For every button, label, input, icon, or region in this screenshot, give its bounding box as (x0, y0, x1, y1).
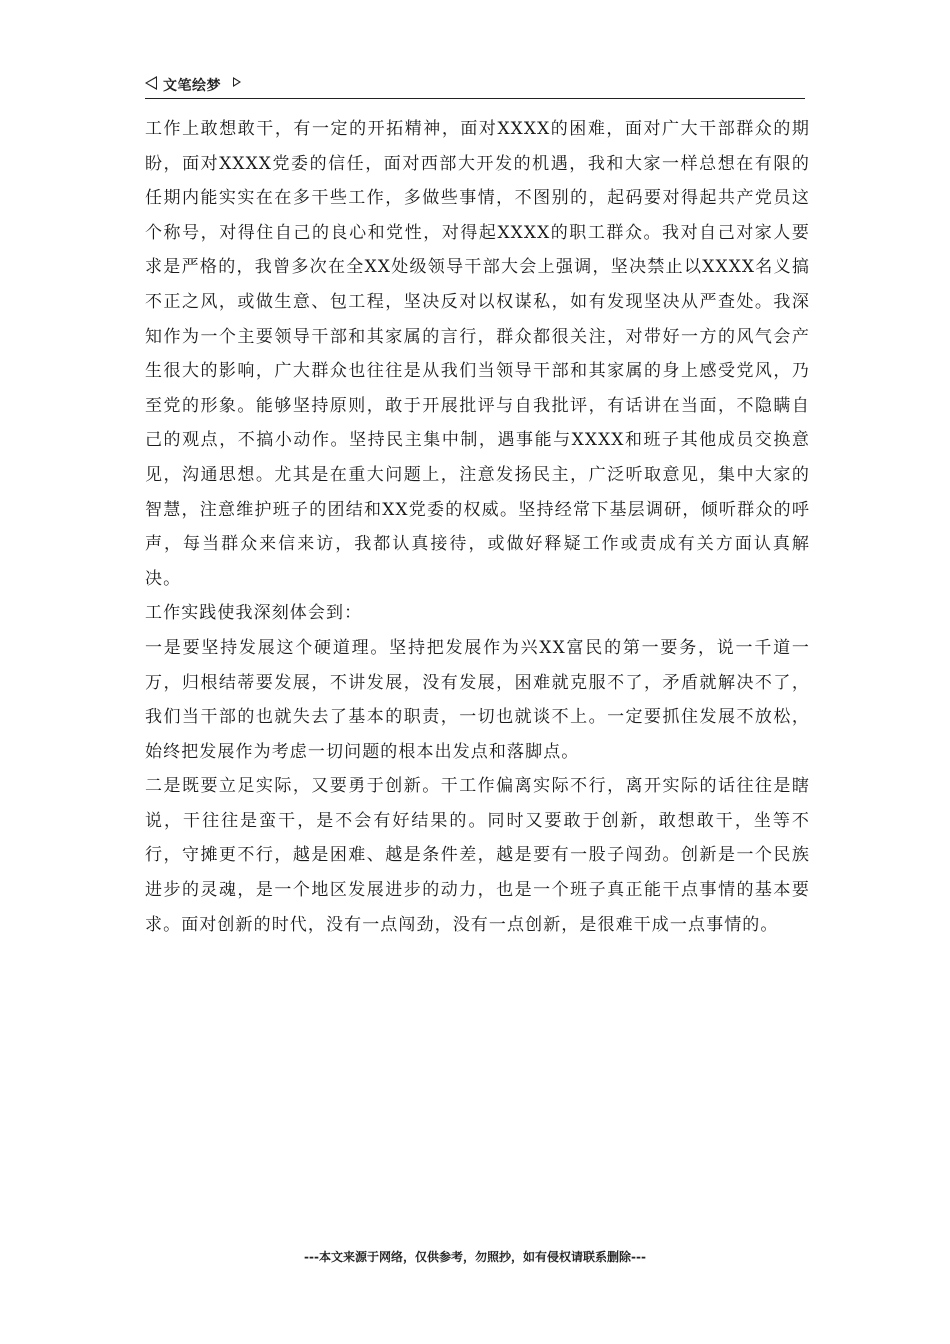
document-body (145, 112, 810, 942)
header-brand: 文笔绘梦 (163, 78, 221, 94)
page-footer-disclaimer: ---本文来源于网络，仅供参考，勿照抄，如有侵权请联系删除--- (304, 1250, 646, 1264)
page-header (145, 74, 805, 99)
triangle-right-icon (233, 77, 241, 87)
paragraph-2: 工作实践使我深刻体会到： (145, 603, 363, 624)
paragraph-1: 工作上敢想敢干，有一定的开拓精神，面对XXXX的困难，面对广大干部群众的期盼，面对XXXX党委的信任，面对西部大开发的机遇，我和大家一样总想在有限的任期内能实实在在多干些工作，多做些事情，不图别的，起码要对得起共产党员这个称号，对得住自己的良心和党性，对得起XXXX的职工群众。我对自己对家人要求是严格的，我曾多次在全XX处级领导干部大会上强调，坚决禁止以XXXX名义搞不正之风，或做生意、包工程，坚决反对以权谋私，如有发现坚决从严查处。我深知作为一个主要领导干部和其家属的言行，群众都很关注，对带好一方的风气会产生很大的影响，广大群众也往往是从我们当领导干部和其家属的身上感受党风，乃至党的形象。能够坚持原则，敢于开展批评与自我批评，有话讲在当面，不隐瞒自己的观点，不搞小动作。坚持民主集中制，遇事能与XXXX和班子其他成员交换意见，沟通思想。尤其是在重大问题上，注意发扬民主，广泛听取意见，集中大家的智慧，注意维护班子的团结和XX党委的权威。坚持经常下基层调研，倾听群众的呼声，每当群众来信来访，我都认真接待，或做好释疑工作或责成有关方面认真解决。 (145, 119, 810, 589)
triangle-left-icon (145, 76, 157, 90)
paragraph-4: 二是既要立足实际，又要勇于创新。干工作偏离实际不行，离开实际的话往往是瞎说，干往往是蛮干，是不会有好结果的。同时又要敢于创新，敢想敢干，坐等不行，守摊更不行，越是困难、越是条件差，越是要有一股子闯劲。创新是一个民族进步的灵魂，是一个地区发展进步的动力，也是一个班子真正能干点事情的基本要求。面对创新的时代，没有一点闯劲，没有一点创新，是很难干成一点事情的。 (145, 776, 810, 935)
paragraph-3: 一是要坚持发展这个硬道理。坚持把发展作为兴XX富民的第一要务，说一千道一万，归根结蒂要发展，不讲发展，没有发展，困难就克服不了，矛盾就解决不了，我们当干部的也就失去了基本的职责，一切也就谈不上。一定要抓住发展不放松，始终把发展作为考虑一切问题的根本出发点和落脚点。 (145, 637, 810, 762)
